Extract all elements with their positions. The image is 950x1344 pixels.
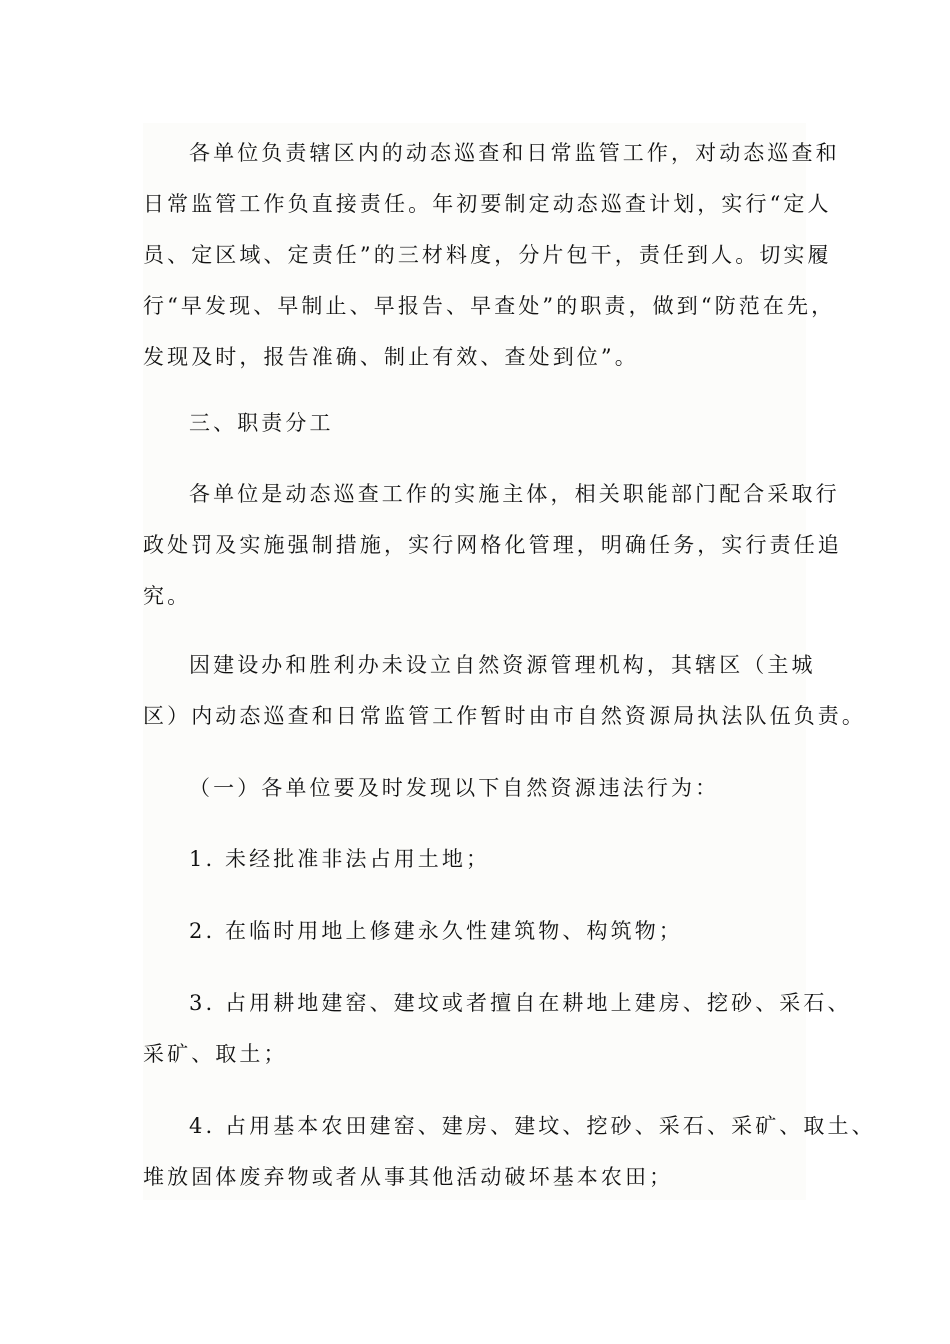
text-line: 发现及时，报告准确、制止有效、查处到位”。 [143,345,639,369]
text-line: （一）各单位要及时发现以下自然资源违法行为： [189,776,720,800]
text-line: 各单位负责辖区内的动态巡查和日常监管工作，对动态巡查和 [189,141,840,165]
text-line: 政处罚及实施强制措施，实行网格化管理，明确任务，实行责任追 [143,533,842,557]
text-line: 因建设办和胜利办未设立自然资源管理机构，其辖区（主城 [189,653,816,677]
text-line: 究。 [143,584,192,608]
text-line: 堆放固体废弃物或者从事其他活动破坏基本农田； [143,1165,674,1189]
list-item [143,978,852,1080]
paragraph-jurisdiction [143,640,866,742]
paragraph-patrol-duty [143,128,840,383]
text-line: 区）内动态巡查和日常监管工作暂时由市自然资源局执法队伍负责。 [143,704,866,728]
list-item [143,1101,876,1203]
list-item [143,906,806,957]
list-item [143,834,806,885]
text-line: 4. 占用基本农田建窑、建房、建坟、挖砂、采石、采矿、取土、 [189,1114,876,1138]
text-line: 三、职责分工 [189,411,334,435]
text-line: 日常监管工作负直接责任。年初要制定动态巡查计划，实行“定人 [143,192,832,216]
paragraph-implementation [143,469,842,622]
section-heading [143,398,806,449]
text-line: 各单位是动态巡查工作的实施主体，相关职能部门配合采取行 [189,482,840,506]
subsection-heading [143,763,806,814]
text-line: 员、定区域、定责任”的三材料度，分片包干，责任到人。切实履 [143,243,832,267]
document-body [143,123,876,1200]
text-line: 2. 在临时用地上修建永久性建筑物、构筑物； [189,919,683,943]
text-line: 采矿、取土； [143,1042,288,1066]
text-line: 3. 占用耕地建窑、建坟或者擅自在耕地上建房、挖砂、采石、 [189,991,852,1015]
text-line: 行“早发现、早制止、早报告、早查处”的职责，做到“防范在先， [143,294,836,318]
text-line: 1. 未经批准非法占用土地； [189,847,491,871]
